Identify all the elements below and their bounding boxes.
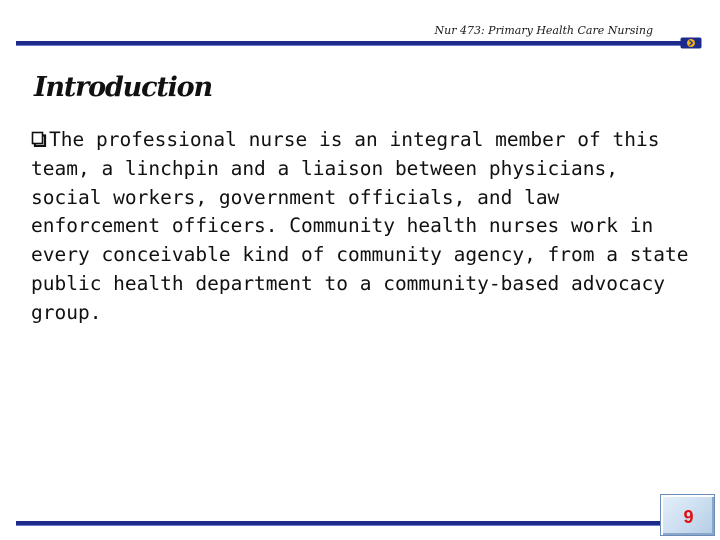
page-number-box (660, 494, 715, 536)
arrow-bullet-icon (680, 37, 702, 49)
hollow-square-bullet-icon (31, 131, 47, 147)
course-header: Nur 473: Primary Health Care Nursing (434, 24, 653, 37)
bottom-divider (16, 521, 660, 526)
slide-title: Introduction (34, 72, 212, 103)
body-text: The professional nurse is an integral member of this team, a linchpin and a liaison between physicians, social workers, government officials, and law enforcement officers. Community health nurses work in every conceivable kind of community agency, from a state public health department to a community-based advocacy group. (31, 128, 689, 324)
body-paragraph (31, 126, 696, 328)
page-number: 9 (683, 507, 694, 527)
top-divider (16, 41, 682, 46)
